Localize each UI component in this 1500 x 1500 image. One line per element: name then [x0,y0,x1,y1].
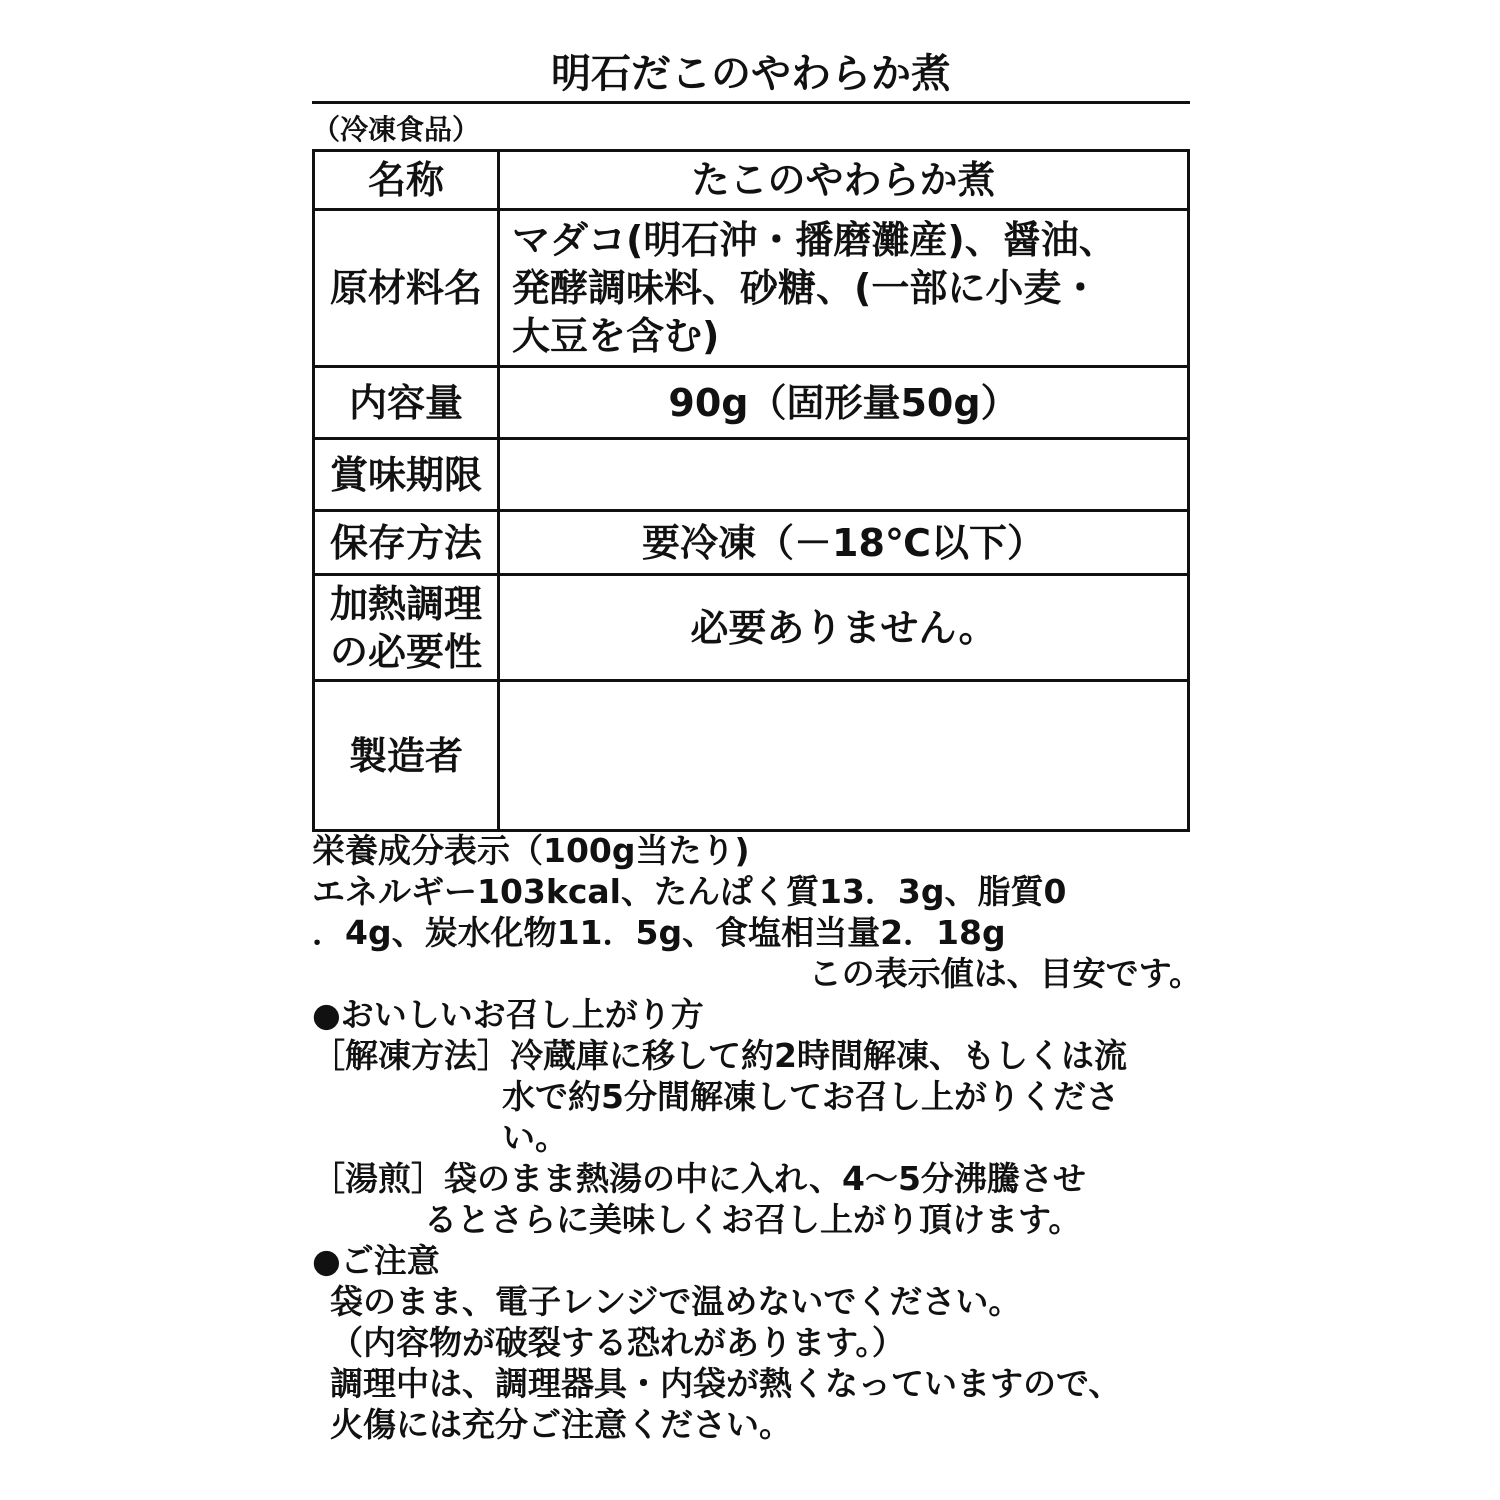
nutrition-line: ．4g、炭水化物11．5g、食塩相当量2．18g [312,913,1006,952]
storage-label: 保存方法 [314,511,499,575]
ingredients-line: 大豆を含む) [512,314,720,358]
nutrition-heading: 栄養成分表示（100g当たり) [312,831,750,870]
row-best-before [314,439,1189,511]
nutrition-note: この表示値は、目安です。 [808,954,1202,993]
maker-label: 製造者 [314,681,499,831]
serving-heading: ●おいしいお召し上がり方 [312,995,704,1034]
thaw-instruction: ［解凍方法］冷蔵庫に移して約2時間解凍、もしくは流 [312,1036,1127,1075]
nutrition-line: エネルギー103kcal、たんぱく質13．3g、脂質0 [312,872,1067,911]
ingredients-line: 発酵調味料、砂糖、(一部に小麦・ [512,266,1100,310]
thaw-instruction: 水で約5分間解凍してお召し上がりくださ [502,1077,1119,1116]
caution-line: 袋のまま、電子レンジで温めないでください。 [330,1282,1022,1321]
row-storage [314,511,1189,575]
ingredients-value [499,210,1189,367]
name-value: たこのやわらか煮 [499,151,1189,210]
title-divider [312,101,1190,104]
row-maker [314,681,1189,831]
row-name [314,151,1189,210]
content-value: 90g（固形量50g） [499,367,1189,439]
heating-value: 必要ありません。 [499,575,1189,681]
product-title: 明石だこのやわらか煮 [551,51,951,97]
caution-heading: ●ご注意 [312,1241,440,1280]
product-category: （冷凍食品） [312,113,481,146]
food-label-table [312,149,1190,832]
best-before-value [499,439,1189,511]
ingredients-line: マダコ(明石沖・播磨灘産)、醤油、 [512,218,1117,262]
row-content [314,367,1189,439]
row-heating [314,575,1189,681]
thaw-instruction: い。 [502,1118,568,1157]
heating-label-line: の必要性 [329,629,482,674]
description-text [312,830,1202,1445]
boil-instruction: ［湯煎］袋のまま熱湯の中に入れ、4～5分沸騰させ [312,1159,1086,1198]
row-ingredients [314,210,1189,367]
storage-value: 要冷凍（－18℃以下） [499,511,1189,575]
caution-line: 調理中は、調理器具・内袋が熱くなっていますので、 [330,1364,1122,1403]
heating-label-line: 加熱調理 [329,581,482,626]
caution-line: 火傷には充分ご注意ください。 [330,1405,792,1444]
content-label: 内容量 [314,367,499,439]
best-before-label: 賞味期限 [314,439,499,511]
ingredients-label: 原材料名 [314,210,499,367]
heating-label [314,575,499,681]
maker-value [499,681,1189,831]
name-label: 名称 [314,151,499,210]
boil-instruction: るとさらに美味しくお召し上がり頂けます。 [424,1200,1082,1239]
caution-line: （内容物が破裂する恐れがあります。） [330,1323,905,1362]
